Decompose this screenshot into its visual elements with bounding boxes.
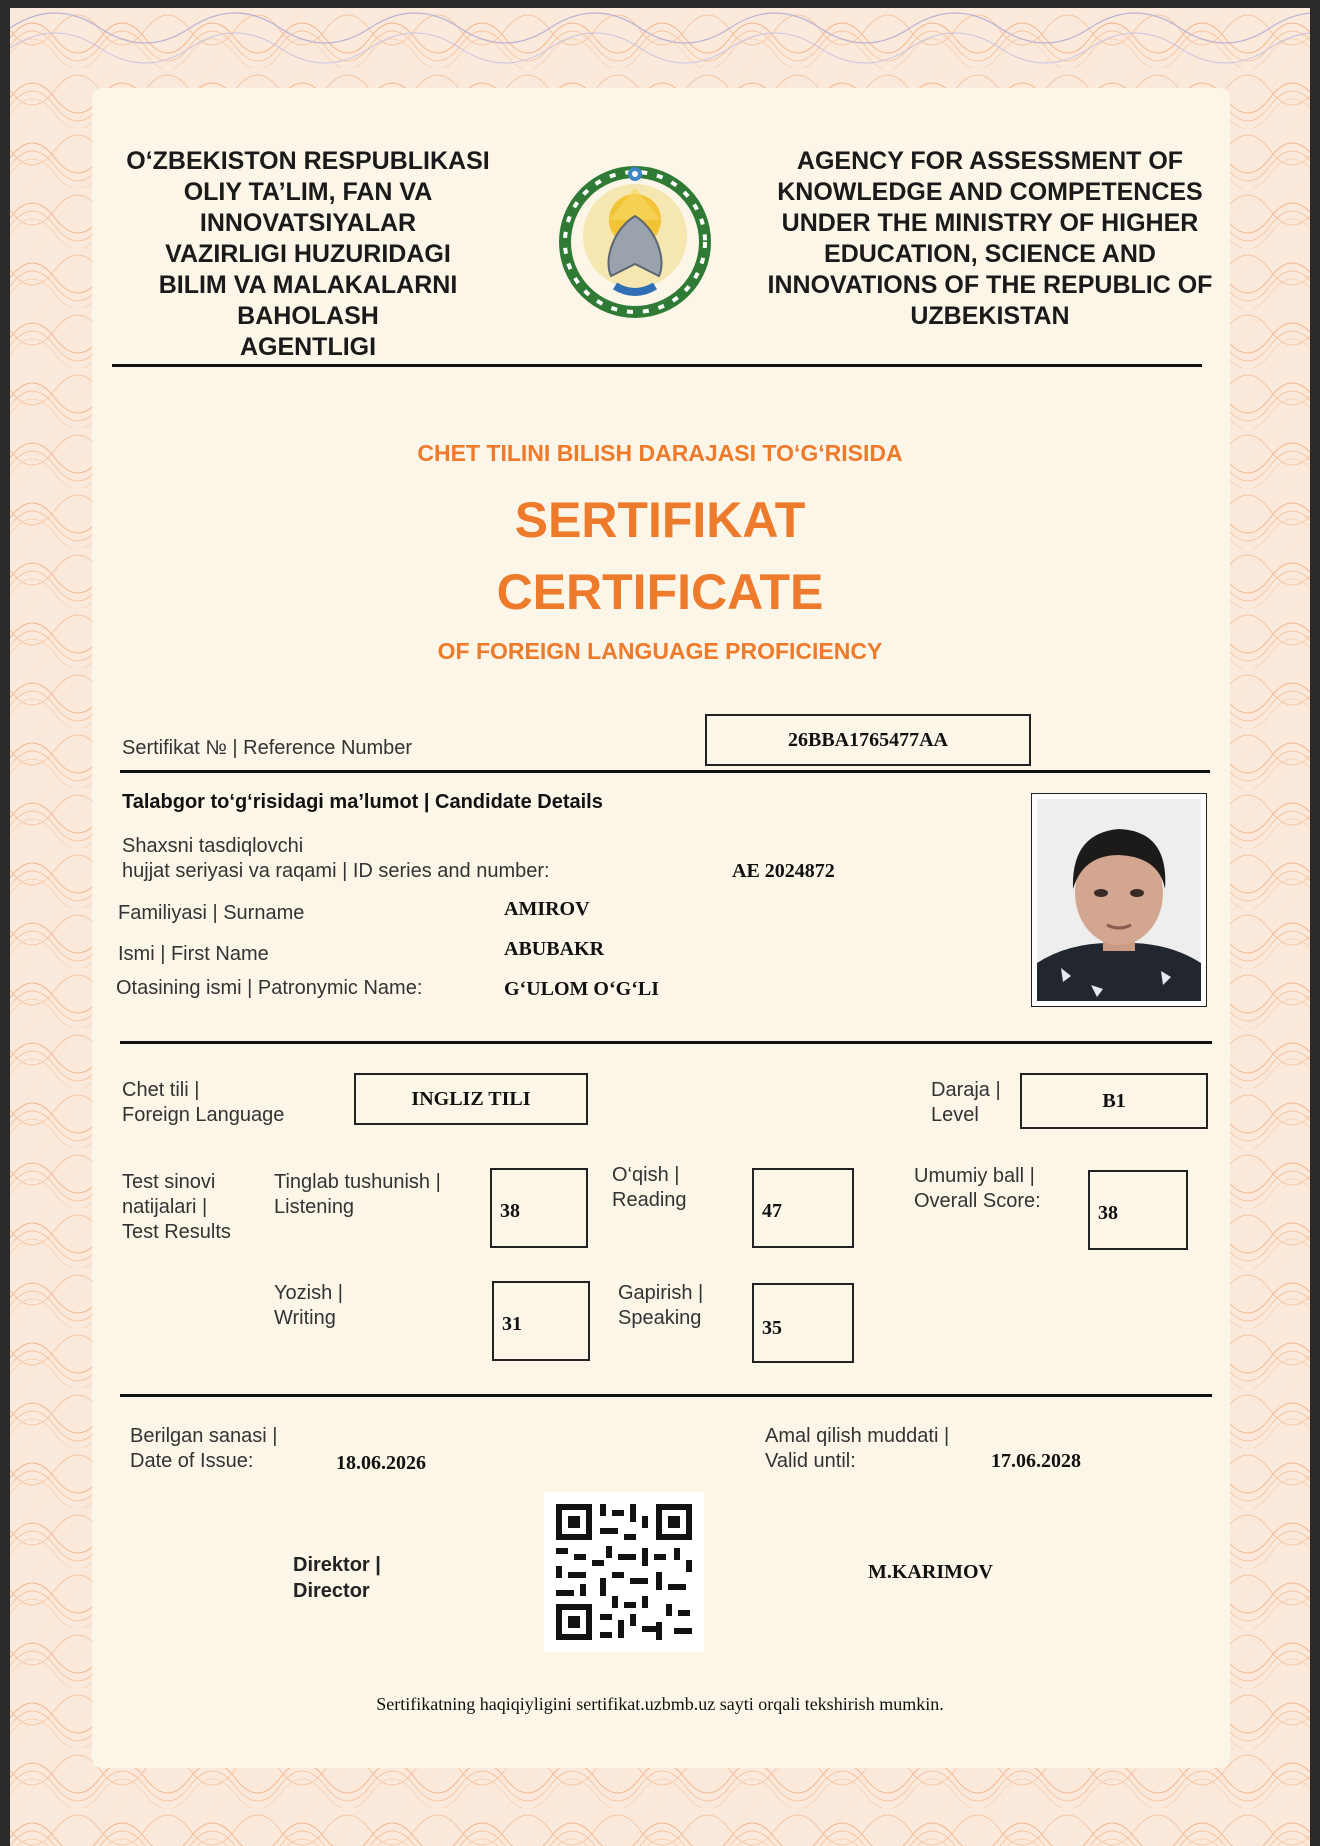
surname-label: Familiyasi | Surname [118,902,305,924]
reference-label: Sertifikat № | Reference Number [122,737,413,759]
writing-label [274,1281,343,1331]
listening-label-line: Listening [274,1196,355,1218]
issuer-line: UZBEKISTAN [910,302,1070,330]
title-uz: SERTIFIKAT [514,492,806,548]
issuer-line: OLIY TA’LIM, FAN VA INNOVATSIYALAR [183,178,433,237]
reference-divider [120,770,1210,773]
reading-value: 47 [762,1200,782,1222]
surname-value: AMIROV [504,898,590,920]
id-label-line: hujjat seriyasi va raqami | ID series and number: [122,860,550,882]
level-label-line: Daraja | [931,1079,1001,1101]
firstname-label: Ismi | First Name [118,943,269,965]
speaking-label-line: Gapirish | [618,1282,704,1304]
verification-note: Sertifikatning haqiqiyligini sertifikat.uzbmb.uz sayti orqali tekshirish mumkin. [376,1694,944,1714]
language-value: INGLIZ TILI [411,1087,531,1110]
director-name: M.KARIMOV [868,1561,993,1583]
issuer-line: O‘ZBEKISTON RESPUBLIKASI [126,147,490,175]
listening-label-line: Tinglab tushunish | [274,1171,441,1193]
header-divider [112,364,1202,367]
reference-box [705,714,1031,766]
director-label-line: Director [293,1580,370,1602]
issuer-line: INNOVATIONS OF THE REPUBLIC OF [767,271,1213,299]
test-results-line: Test sinovi [122,1171,216,1193]
issue-date-label-line: Berilgan sanasi | [130,1425,278,1447]
issuer-line: VAZIRLIGI HUZURIDAGI [165,240,451,268]
subtitle-en: OF FOREIGN LANGUAGE PROFICIENCY [437,638,883,664]
overall-label-line: Umumiy ball | [914,1165,1035,1187]
issuer-line: KNOWLEDGE AND COMPETENCES [777,178,1203,206]
issuer-line: AGENCY FOR ASSESSMENT OF [796,147,1184,175]
reading-label-line: Reading [612,1189,687,1211]
reading-label-line: O‘qish | [612,1164,680,1186]
language-label-line: Foreign Language [122,1104,285,1126]
candidate-heading: Talabgor to‘g‘risidagi ma’lumot | Candidate Details [122,791,603,813]
issuer-name-uz [88,146,528,363]
id-value: AE 2024872 [732,860,835,882]
results-divider [120,1394,1212,1397]
director-label-line: Direktor | [293,1554,381,1576]
issue-date-value: 18.06.2026 [336,1452,426,1474]
language-box [354,1073,588,1125]
level-value: B1 [1102,1089,1126,1112]
overall-box [1088,1170,1188,1250]
writing-label-line: Yozish | [274,1282,343,1304]
language-label [122,1078,284,1128]
candidate-photo [1031,793,1207,1007]
listening-label [274,1170,441,1220]
test-results-label [122,1170,231,1245]
valid-until-label [765,1424,949,1474]
test-results-line: natijalari | [122,1196,208,1218]
speaking-box [752,1283,854,1363]
valid-until-label-line: Amal qilish muddati | [765,1425,950,1447]
reference-value: 26BBA1765477AA [787,728,948,751]
speaking-value: 35 [762,1317,782,1339]
director-label [293,1552,381,1604]
issue-date-label [130,1424,278,1474]
patronymic-value: G‘ULOM O‘G‘LI [504,978,659,1000]
qr-code-icon[interactable] [544,1492,704,1652]
issuer-line: BILIM VA MALAKALARNI BAHOLASH [158,271,458,330]
issue-date-label-line: Date of Issue: [130,1450,254,1472]
writing-value: 31 [502,1313,522,1335]
id-label [122,834,550,884]
speaking-label [618,1281,703,1331]
valid-until-value: 17.06.2028 [991,1450,1081,1472]
writing-label-line: Writing [274,1307,336,1329]
reading-label [612,1163,687,1213]
reading-box [752,1168,854,1248]
level-label-line: Level [931,1104,979,1126]
title-en: CERTIFICATE [496,564,824,620]
speaking-label-line: Speaking [618,1307,702,1329]
state-emblem-icon [555,158,715,318]
level-label [931,1078,1001,1128]
certificate-page [10,8,1310,1846]
test-results-line: Test Results [122,1221,231,1243]
issuer-line: UNDER THE MINISTRY OF HIGHER [781,209,1199,237]
level-box [1020,1073,1208,1129]
subtitle-uz: CHET TILINI BILISH DARAJASI TO‘G‘RISIDA [417,440,903,466]
issuer-name-en [755,146,1225,332]
writing-box [492,1281,590,1361]
firstname-value: ABUBAKR [504,938,605,960]
candidate-divider [120,1041,1212,1044]
overall-value: 38 [1098,1202,1118,1224]
overall-label-line: Overall Score: [914,1190,1041,1212]
listening-box [490,1168,588,1248]
language-label-line: Chet tili | [122,1079,200,1101]
id-label-line: Shaxsni tasdiqlovchi [122,835,304,857]
overall-label [914,1164,1041,1214]
issuer-line: AGENTLIGI [239,333,377,361]
patronymic-label: Otasining ismi | Patronymic Name: [116,977,423,999]
issuer-line: EDUCATION, SCIENCE AND [824,240,1156,268]
valid-until-label-line: Valid until: [765,1450,856,1472]
listening-value: 38 [500,1200,520,1222]
